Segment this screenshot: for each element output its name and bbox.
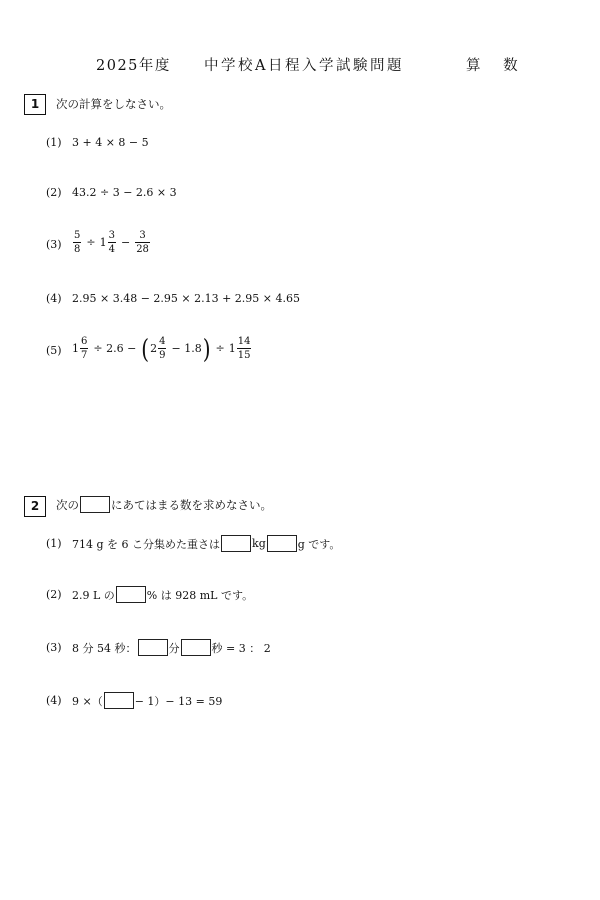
q1-item-1-expression: 3 + 4 × 8 − 5: [72, 136, 149, 149]
question-1-number: 1: [24, 94, 46, 115]
q2-item-1-label: (1): [46, 537, 62, 550]
question-1-instruction: 次の計算をしなさい。: [56, 97, 171, 111]
q1-item-3-label: (3): [46, 238, 62, 251]
q2-item-4-expression: 9 ×（ − 1）− 13 = 59: [72, 692, 222, 709]
mixed-number: 1 $\frac{3}{4}$: [99, 230, 115, 255]
answer-blank-example: [80, 496, 110, 513]
q2-item-1-expression: 714 g を 6 こ分集めた重さは kg g です。: [72, 537, 341, 551]
answer-blank-minutes[interactable]: [138, 639, 168, 656]
q1-item-2-label: (2): [46, 186, 62, 199]
q1-item-3-expression: $\frac{5}{8}$ ÷ 1 $\frac{3}{4}$ − $\frac{3}{28}$: [74, 230, 149, 255]
q2-item-2-expression: 2.9 L の % は 928 mL です。: [72, 586, 253, 603]
mixed-number: 1 $\frac{14}{15}$: [228, 336, 251, 361]
exam-title: 中学校A日程入学試験問題: [204, 58, 404, 74]
exam-year: 2025年度: [96, 58, 171, 74]
q2-item-4-label: (4): [46, 694, 62, 707]
mixed-number: 1 $\frac{6}{7}$: [72, 336, 88, 361]
q1-item-4-label: (4): [46, 292, 62, 305]
q1-item-2-expression: 43.2 ÷ 3 − 2.6 × 3: [72, 186, 177, 199]
q1-item-4-expression: 2.95 × 3.48 − 2.95 × 2.13 + 2.95 × 4.65: [72, 292, 301, 305]
exam-header: [0, 54, 600, 74]
q1-item-5-expression: 1 $\frac{6}{7}$ ÷ 2.6 − ( 2 $\frac{4}{9}$ − 1.8 ) ÷ 1 $\frac{14}{15}$: [72, 332, 251, 365]
question-2-instruction: 次の にあてはまる数を求めなさい。: [56, 497, 272, 512]
q1-item-5-label: (5): [46, 344, 62, 357]
q1-item-1-label: (1): [46, 136, 62, 149]
question-2-number: 2: [24, 496, 46, 517]
answer-blank-value[interactable]: [104, 692, 134, 709]
answer-blank-seconds[interactable]: [181, 639, 211, 656]
exam-subject: 算 数: [466, 58, 527, 74]
answer-blank-percent[interactable]: [116, 586, 146, 603]
q2-item-3-expression: 8 分 54 秒： 分 秒 = 3 ： 2: [72, 639, 271, 656]
q2-item-2-label: (2): [46, 588, 62, 601]
fraction: $\frac{3}{28}$: [136, 230, 149, 255]
answer-blank-kg[interactable]: [221, 535, 251, 552]
mixed-number: 2 $\frac{4}{9}$: [150, 336, 166, 361]
fraction: $\frac{5}{8}$: [74, 230, 81, 255]
q2-item-3-label: (3): [46, 641, 62, 654]
answer-blank-g[interactable]: [267, 535, 297, 552]
